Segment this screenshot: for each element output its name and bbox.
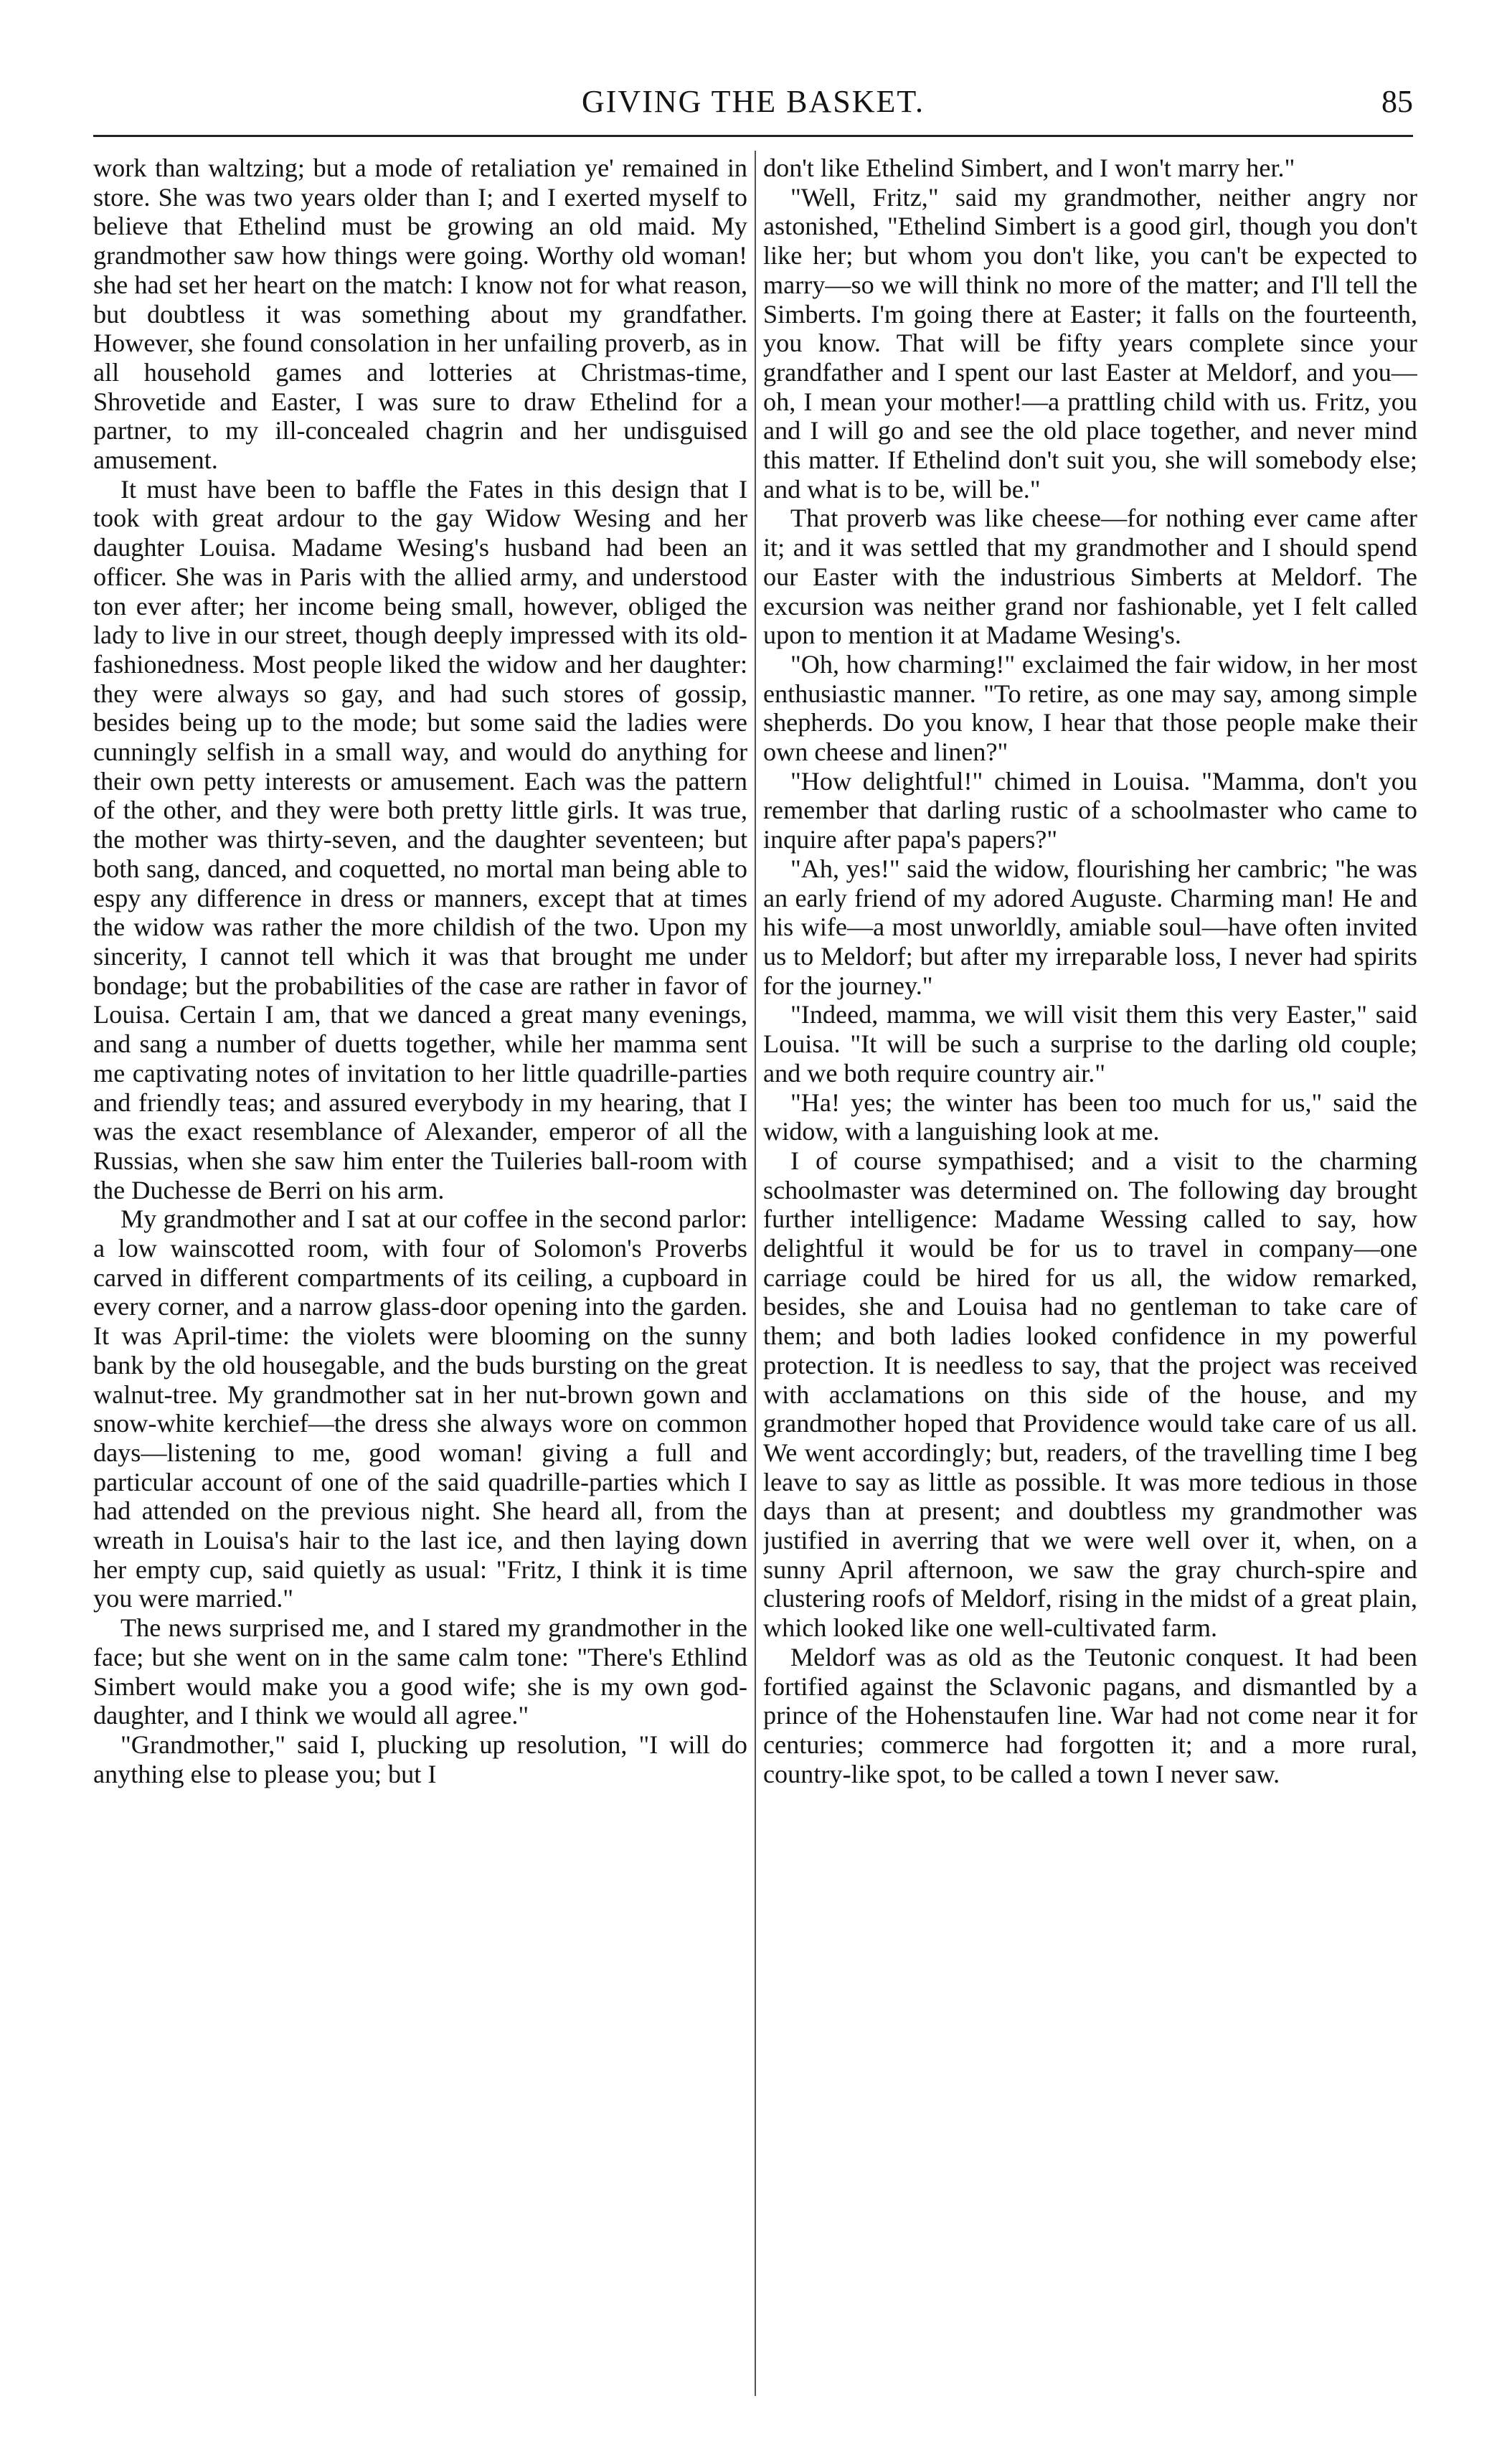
paragraph: "Ha! yes; the winter has been too much for us," said the widow, with a languishing look at me.: [763, 1088, 1417, 1146]
paragraph: I of course sympathised; and a visit to the charming schoolmaster was determined on. The following day brought further intelligence: Madame Wessing called to say, how delightful it would be for us to travel in company—one carriage could be hired for us all, the widow remarked, besides, she and Louisa had no gentleman to take care of them; and both ladies looked confidence in my powerful protection. It is needless to say, that the project was received with acclamations on this side of the house, and my grandmother hoped that Providence would take care of us all. We went accordingly; but, readers, of the travelling time I beg leave to say as little as possible. It was more tedious in those days than at present; and doubtless my grandmother was justified in averring that we were well over it, when, on a sunny April afternoon, we saw the gray church-spire and clustering roofs of Meldorf, rising in the midst of a great plain, which looked like one well-cultivated farm.: [763, 1146, 1417, 1643]
paragraph: work than waltzing; but a mode of retaliation ye' remained in store. She was two years older than I; and I exerted myself to believe that Ethelind must be growing an old maid. My grandmother saw how things were going. Worthy old woman! she had set her heart on the match: I know not for what reason, but doubtless it was something about my grandfather. However, she found consolation in her unfailing proverb, as in all household games and lotteries at Christmas-time, Shrovetide and Easter, I was sure to draw Ethelind for a partner, to my ill-concealed chagrin and her undisguised amusement.: [93, 154, 747, 475]
paragraph: "Indeed, mamma, we will visit them this very Easter," said Louisa. "It will be such a surprise to the darling old couple; and we both require country air.": [763, 1000, 1417, 1088]
paragraph: "Ah, yes!" said the widow, flourishing her cambric; "he was an early friend of my adored Auguste. Charming man! He and his wife—a most unworldly, amiable soul—have often invited us to Meldorf; but after my irreparable loss, I never had spirits for the journey.": [763, 854, 1417, 1000]
paragraph: My grandmother and I sat at our coffee in the second parlor: a low wainscotted room, with four of Solomon's Proverbs carved in different compartments of its ceiling, a cupboard in every corner, and a narrow glass-door opening into the garden. It was April-time: the violets were blooming on the sunny bank by the old housegable, and the buds bursting on the great walnut-tree. My grandmother sat in her nut-brown gown and snow-white kerchief—the dress she always wore on common days—listening to me, good woman! giving a full and particular account of one of the said quadrille-parties which I had attended on the previous night. She heard all, from the wreath in Louisa's hair to the last ice, and then laying down her empty cup, said quietly as usual: "Fritz, I think it is time you were married.": [93, 1204, 747, 1613]
column-divider: [755, 151, 756, 2396]
page-header: [93, 42, 1413, 137]
paragraph: "Well, Fritz," said my grandmother, neither angry nor astonished, "Ethelind Simbert is a good girl, though you don't like her; but whom you don't like, you can't be expected to marry—so we will think no more of the matter; and I'll tell the Simberts. I'm going there at Easter; it falls on the fourteenth, you know. That will be fifty years complete since your grandfather and I spent our last Easter at Meldorf, and you—oh, I mean your mother!—a prattling child with us. Fritz, you and I will go and see the old place together, and never mind this matter. If Ethelind don't suit you, she will somebody else; and what is to be, will be.": [763, 182, 1417, 504]
left-column: [93, 154, 747, 2406]
paragraph: don't like Ethelind Simbert, and I won't marry her.": [763, 154, 1295, 182]
paragraph: That proverb was like cheese—for nothing ever came after it; and it was settled that my grandmother and I should spend our Easter with the industrious Simberts at Meldorf. The excursion was neither grand nor fashionable, yet I felt called upon to mention it at Madame Wesing's.: [763, 504, 1417, 650]
paragraph: "Grandmother," said I, plucking up resolution, "I will do anything else to please you; but I: [93, 1730, 747, 1788]
running-title: GIVING THE BASKET.: [582, 84, 925, 119]
right-column: [763, 154, 1417, 2406]
paragraph: Meldorf was as old as the Teutonic conquest. It had been fortified against the Sclavonic pagans, and dismantled by a prince of the Hohenstaufen line. War had not come near it for centuries; commerce had forgotten it; and a more rural, country-like spot, to be called a town I never saw.: [763, 1642, 1417, 1788]
paragraph: It must have been to baffle the Fates in this design that I took with great ardour to the gay Widow Wesing and her daughter Louisa. Madame Wesing's husband had been an officer. She was in Paris with the allied army, and understood ton ever after; her income being small, however, obliged the lady to live in our street, though deeply impressed with its old-fashionedness. Most people liked the widow and her daughter: they were always so gay, and had such stores of gossip, besides being up to the mode; but some said the ladies were cunningly selfish in a small way, and would do anything for their own petty interests or amusement. Each was the pattern of the other, and they were both pretty little girls. It was true, the mother was thirty-seven, and the daughter seventeen; but both sang, danced, and coquetted, no mortal man being able to espy any difference in dress or manners, except that at times the widow was rather the more childish of the two. Upon my sincerity, I cannot tell which it was that brought me under bondage; but the probabilities of the case are rather in favor of Louisa. Certain I am, that we danced a great many evenings, and sang a number of duetts together, while her mamma sent me captivating notes of invitation to her little quadrille-parties and friendly teas; and assured everybody in my hearing, that I was the exact resemblance of Alexander, emperor of all the Russias, when she saw him enter the Tuileries ball-room with the Duchesse de Berri on his arm.: [93, 474, 747, 1204]
paragraph: The news surprised me, and I stared my grandmother in the face; but she went on in the same calm tone: "There's Ethlind Simbert would make you a good wife; she is my own god-daughter, and I think we would all agree.": [93, 1613, 747, 1730]
page-number: 85: [1381, 84, 1413, 119]
paragraph: "How delightful!" chimed in Louisa. "Mamma, don't you remember that darling rustic of a schoolmaster who came to inquire after papa's papers?": [763, 766, 1417, 854]
paragraph: "Oh, how charming!" exclaimed the fair widow, in her most enthusiastic manner. "To retire, as one may say, among simple shepherds. Do you know, I hear that those people make their own cheese and linen?": [763, 649, 1417, 767]
